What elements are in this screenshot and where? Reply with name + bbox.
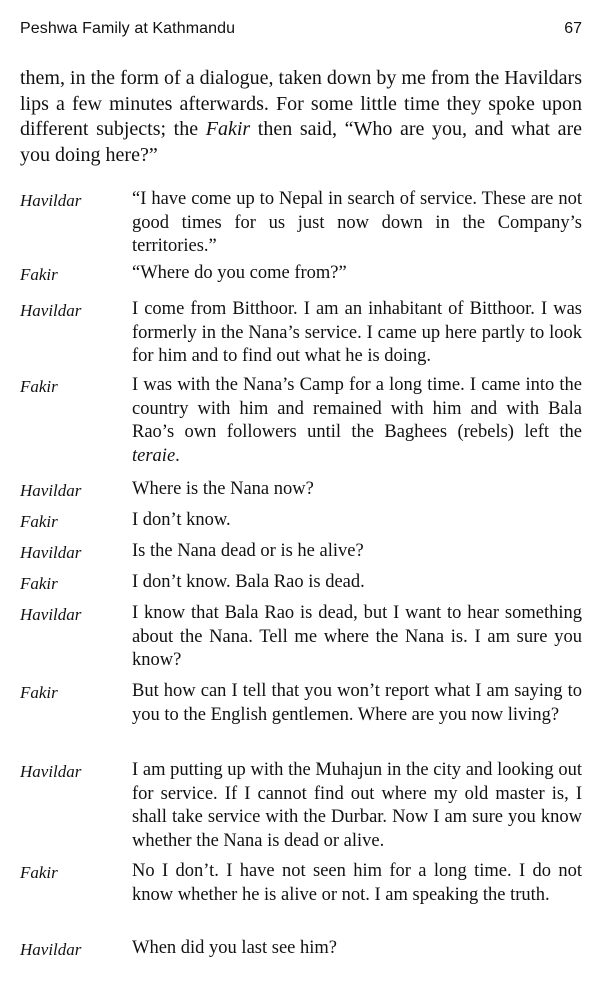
speaker-label: Fakir bbox=[20, 512, 58, 531]
speaker-label: Fakir bbox=[20, 863, 58, 882]
speaker-label: Havildar bbox=[20, 191, 82, 210]
speech-text bbox=[132, 374, 582, 468]
speech-text: “I have come up to Nepal in search of service. These are not good times for us just now down in the Company’s territories.” bbox=[132, 189, 582, 257]
speaker-label: Fakir bbox=[20, 265, 58, 284]
speech-text: “Where do you come from?” bbox=[132, 263, 347, 283]
speech-text-end: . bbox=[175, 445, 180, 466]
speech-text: I don’t know. bbox=[132, 510, 231, 530]
speaker-label: Havildar bbox=[20, 605, 82, 624]
intro-text: them, in the form of a dialogue, taken down by me from the Havildars lips a few minutes afterwards. For some little time they spoke upon different subjects; the bbox=[20, 67, 582, 141]
intro-emphasis: Fakir bbox=[205, 118, 251, 141]
speech-text: I don’t know. Bala Rao is dead. bbox=[132, 572, 365, 592]
speech-text: Is the Nana dead or is he alive? bbox=[132, 541, 364, 561]
speech-text-part: I was with the Nana’s Camp for a long time. I came into the country with him and remained with him and with Bala Rao’s own followers until the Baghees (rebels) left the bbox=[132, 375, 582, 443]
speaker-label: Havildar bbox=[20, 940, 82, 959]
speech-text: When did you last see him? bbox=[132, 938, 337, 958]
speaker-label: Fakir bbox=[20, 377, 58, 396]
speaker-label: Fakir bbox=[20, 574, 58, 593]
speech-emphasis: teraie bbox=[132, 445, 176, 466]
speaker-label: Havildar bbox=[20, 301, 82, 320]
running-title: Peshwa Family at Kathmandu bbox=[20, 20, 236, 37]
speaker-label: Havildar bbox=[20, 762, 82, 781]
speaker-label: Havildar bbox=[20, 543, 82, 562]
speech-text: I come from Bitthoor. I am an inhabitant of Bitthoor. I was formerly in the Nana’s service. I came up here partly to look for him and to find out what he is doing. bbox=[132, 299, 582, 367]
intro-paragraph bbox=[20, 66, 582, 168]
speech-text: I am putting up with the Muhajun in the city and looking out for service. If I cannot find out where my old master is, I shall take service with the Durbar. Now I am sure you know whether the Nana is dead or alive. bbox=[132, 760, 582, 851]
speech-text: But how can I tell that you won’t report what I am saying to you to the English gentlemen. Where are you now living? bbox=[132, 681, 582, 725]
speech-text: Where is the Nana now? bbox=[132, 479, 314, 499]
intro-text-end: then said, “Who are you, and what are you doing here?” bbox=[20, 118, 582, 166]
speaker-label: Fakir bbox=[20, 683, 58, 702]
speech-text: No I don’t. I have not seen him for a long time. I do not know whether he is alive or not. I am speaking the truth. bbox=[132, 861, 582, 905]
speaker-label: Havildar bbox=[20, 481, 82, 500]
page-number: 67 bbox=[564, 20, 582, 37]
speech-text: I know that Bala Rao is dead, but I want to hear something about the Nana. Tell me where the Nana is. I am sure you know? bbox=[132, 603, 582, 671]
